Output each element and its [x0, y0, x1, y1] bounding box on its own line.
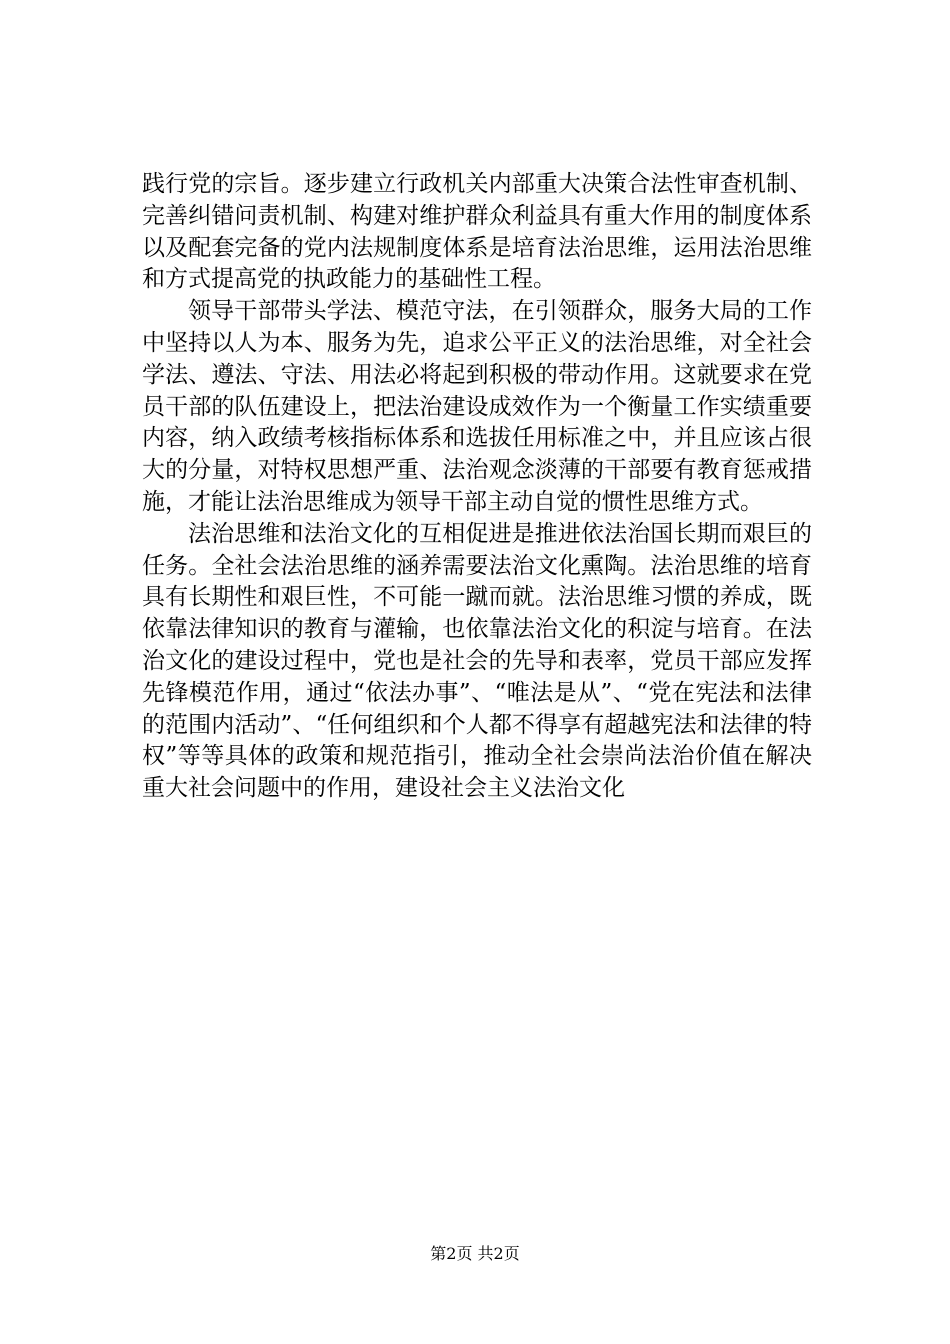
paragraph-3: 法治思维和法治文化的互相促进是推进依法治国长期而艰巨的任务。全社会法治思维的涵养需要法治文化熏陶。法治思维的培育具有长期性和艰巨性，不可能一蹴而就。法治思维习惯的养成，既依靠法律知识的教育与灌输，也依靠法治文化的积淀与培育。在法治文化的建设过程中，党也是社会的先导和表率，党员干部应发挥先锋模范作用，通过“依法办事”、“唯法是从”、“党在宪法和法律的范围内活动”、“任何组织和个人都不得享有超越宪法和法律的特权”等等具体的政策和规范指引，推动全社会崇尚法治价值在解决重大社会问题中的作用，建设社会主义法治文化 [142, 520, 812, 802]
page-footer: 第2页 共2页 [430, 1244, 520, 1263]
paragraph-2: 领导干部带头学法、模范守法，在引领群众，服务大局的工作中坚持以人为本、服务为先，追求公平正义的法治思维，对全社会学法、遵法、守法、用法必将起到积极的带动作用。这就要求在党员干部的队伍建设上，把法治建设成效作为一个衡量工作实绩重要内容，纳入政绩考核指标体系和选拔任用标准之中，并且应该占很大的分量，对特权思想严重、法治观念淡薄的干部要有教育惩戒措施，才能让法治思维成为领导干部主动自觉的惯性思维方式。 [142, 298, 812, 515]
document-body [142, 169, 812, 805]
paragraph-1: 践行党的宗旨。逐步建立行政机关内部重大决策合法性审查机制、完善纠错问责机制、构建对维护群众利益具有重大作用的制度体系以及配套完备的党内法规制度体系是培育法治思维，运用法治思维和方式提高党的执政能力的基础性工程。 [142, 171, 812, 293]
